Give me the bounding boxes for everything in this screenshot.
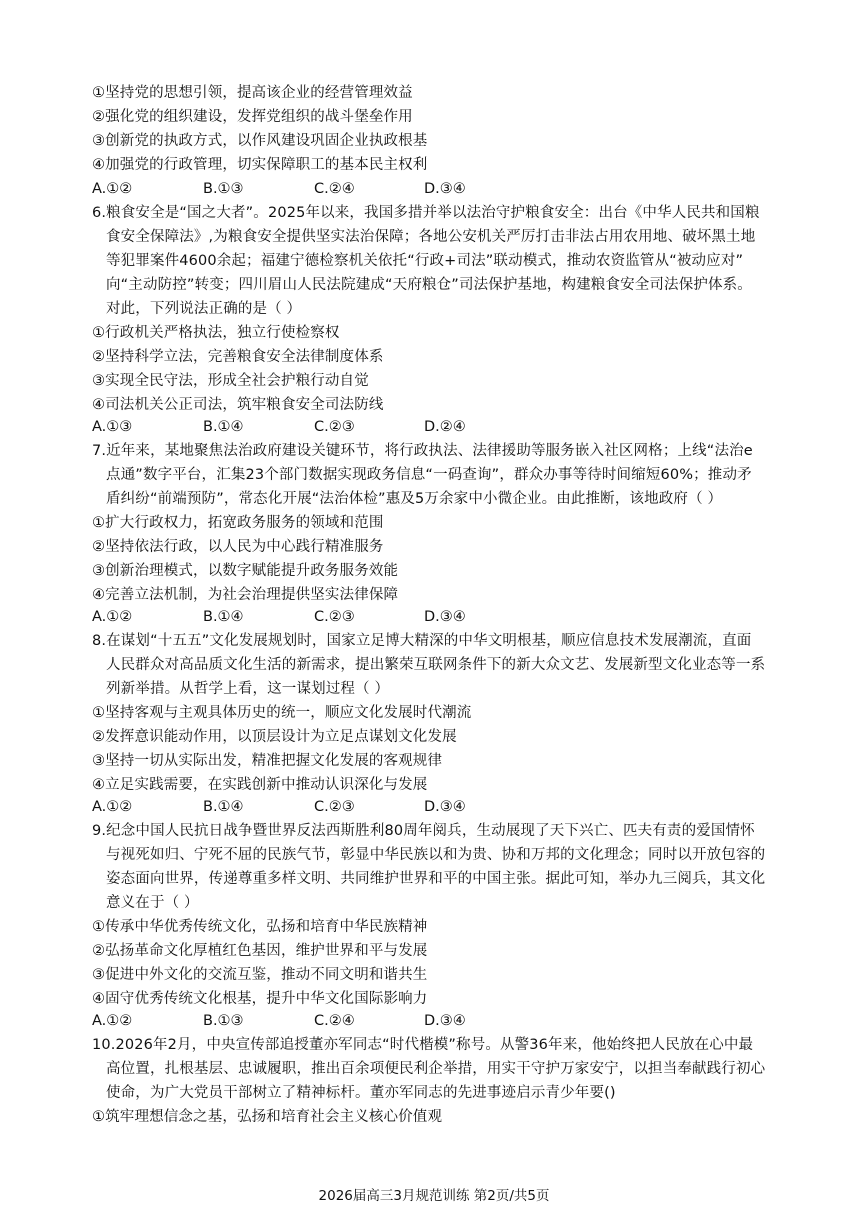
q6-stem-line-2: 食安全保障法》,为粮食安全提供坚实法治保障；各地公安机关严厉打击非法占用农用地、破坏黑土地 — [106, 229, 756, 245]
q7-option-3: ③创新治理模式，以数字赋能提升政务服务效能 — [92, 563, 399, 579]
q8-choice-c: C.②③ — [314, 799, 355, 815]
q6-stem-line-3: 等犯罪案件4600余起；福建宁德检察机关依托“行政+司法”联动模式，推动农资监管从“被动应对” — [106, 253, 744, 269]
q6-choice-a: A.①③ — [92, 419, 133, 435]
q8-choice-b: B.①④ — [203, 799, 244, 815]
q9-option-2: ②弘扬革命文化厚植红色基因，维护世界和平与发展 — [92, 943, 428, 959]
q8-option-3: ③坚持一切从实际出发，精准把握文化发展的客观规律 — [92, 753, 443, 769]
q7-option-1: ①扩大行政权力，拓宽政务服务的领域和范围 — [92, 515, 384, 531]
q7-choice-b: B.①④ — [203, 609, 244, 625]
q7-stem-line-2: 点通”数字平台，汇集23个部门数据实现政务信息“一码查询”，群众办事等待时间缩短60%；推动矛 — [106, 467, 752, 483]
q5-option-4: ④加强党的行政管理，切实保障职工的基本民主权利 — [92, 157, 428, 173]
q5-choice-b: B.①③ — [203, 181, 244, 197]
q9-option-3: ③促进中外文化的交流互鉴，推动不同文明和谐共生 — [92, 967, 428, 983]
q7-option-2: ②坚持依法行政，以人民为中心践行精准服务 — [92, 539, 384, 555]
q7-choice-c: C.②③ — [314, 609, 355, 625]
q6-stem-line-5: 对此，下列说法正确的是（ ） — [106, 301, 302, 317]
q6-option-2: ②坚持科学立法，完善粮食安全法律制度体系 — [92, 349, 384, 365]
q9-choice-a: A.①② — [92, 1013, 133, 1029]
q8-choice-a: A.①② — [92, 799, 133, 815]
q5-option-3: ③创新党的执政方式，以作风建设巩固企业执政根基 — [92, 133, 428, 149]
q9-stem-line-2: 与视死如归、宁死不屈的民族气节，彰显中华民族以和为贵、协和万邦的文化理念；同时以开放包容的 — [106, 847, 766, 863]
q5-choice-c: C.②④ — [314, 181, 355, 197]
q6-choice-b: B.①④ — [203, 419, 244, 435]
q7-stem-line-1: 7.近年来，某地聚焦法治政府建设关键环节，将行政执法、法律援助等服务嵌入社区网格；上线“法治e — [92, 443, 753, 459]
q10-option-1: ①筑牢理想信念之基，弘扬和培育社会主义核心价值观 — [92, 1109, 443, 1125]
q5-option-1: ①坚持党的思想引领，提高该企业的经营管理效益 — [92, 85, 413, 101]
q8-option-1: ①坚持客观与主观具体历史的统一，顺应文化发展时代潮流 — [92, 705, 472, 721]
q8-stem-line-2: 人民群众对高品质文化生活的新需求，提出繁荣互联网条件下的新大众文艺、发展新型文化业态等一系 — [106, 657, 766, 673]
q7-choice-a: A.①② — [92, 609, 133, 625]
q9-choice-b: B.①③ — [203, 1013, 244, 1029]
q9-stem-line-1: 9.纪念中国人民抗日战争暨世界反法西斯胜利80周年阅兵，生动展现了天下兴亡、匹夫有责的爱国情怀 — [92, 823, 755, 839]
q10-stem-line-2: 高位置，扎根基层、忠诚履职，推出百余项便民利企举措，用实干守护万家安宁，以担当奉献践行初心 — [106, 1061, 766, 1077]
q7-option-4: ④完善立法机制，为社会治理提供坚实法律保障 — [92, 587, 399, 603]
q8-choice-d: D.③④ — [424, 799, 466, 815]
q9-stem-line-4: 意义在于（ ） — [106, 895, 199, 911]
q6-stem-line-1: 6.粮食安全是“国之大者”。2025年以来，我国多措并举以法治守护粮食安全：出台《中华人民共和国粮 — [92, 205, 760, 221]
q8-option-4: ④立足实践需要，在实践创新中推动认识深化与发展 — [92, 777, 428, 793]
q9-stem-line-3: 姿态面向世界，传递尊重多样文明、共同维护世界和平的中国主张。据此可知，举办九三阅兵，其文化 — [106, 871, 766, 887]
q6-choice-c: C.②③ — [314, 419, 355, 435]
q7-choice-d: D.③④ — [424, 609, 466, 625]
q9-option-4: ④固守优秀传统文化根基，提升中华文化国际影响力 — [92, 991, 428, 1007]
q6-stem-line-4: 向“主动防控”转变；四川眉山人民法院建成“天府粮仓”司法保护基地，构建粮食安全司法保护体系。 — [106, 277, 752, 293]
q8-option-2: ②发挥意识能动作用，以顶层设计为立足点谋划文化发展 — [92, 729, 457, 745]
q7-stem-line-3: 盾纠纷“前端预防”，常态化开展“法治体检”惠及5万余家中小微企业。由此推断，该地政府（ ） — [106, 491, 723, 507]
q5-option-2: ②强化党的组织建设，发挥党组织的战斗堡垒作用 — [92, 109, 413, 125]
q6-option-1: ①行政机关严格执法，独立行使检察权 — [92, 325, 340, 341]
q6-option-3: ③实现全民守法，形成全社会护粮行动自觉 — [92, 373, 369, 389]
page-footer: 2026届高三3月规范训练 第2页/共5页 — [318, 1188, 550, 1204]
q8-stem-line-3: 列新举措。从哲学上看，这一谋划过程（ ） — [106, 681, 390, 697]
q5-choice-a: A.①② — [92, 181, 133, 197]
q10-stem-line-1: 10.2026年2月，中央宣传部追授董亦军同志“时代楷模”称号。从警36年来，他始终把人民放在心中最 — [92, 1037, 754, 1053]
q5-choice-d: D.③④ — [424, 181, 466, 197]
q9-choice-d: D.③④ — [424, 1013, 466, 1029]
q9-option-1: ①传承中华优秀传统文化，弘扬和培育中华民族精神 — [92, 919, 428, 935]
q6-option-4: ④司法机关公正司法，筑牢粮食安全司法防线 — [92, 397, 384, 413]
q9-choice-c: C.②④ — [314, 1013, 355, 1029]
q10-stem-line-3: 使命，为广大党员干部树立了精神标杆。董亦军同志的先进事迹启示青少年要() — [106, 1085, 616, 1101]
q6-choice-d: D.②④ — [424, 419, 466, 435]
q8-stem-line-1: 8.在谋划“十五五”文化发展规划时，国家立足博大精深的中华文明根基，顺应信息技术发展潮流，直面 — [92, 633, 752, 649]
